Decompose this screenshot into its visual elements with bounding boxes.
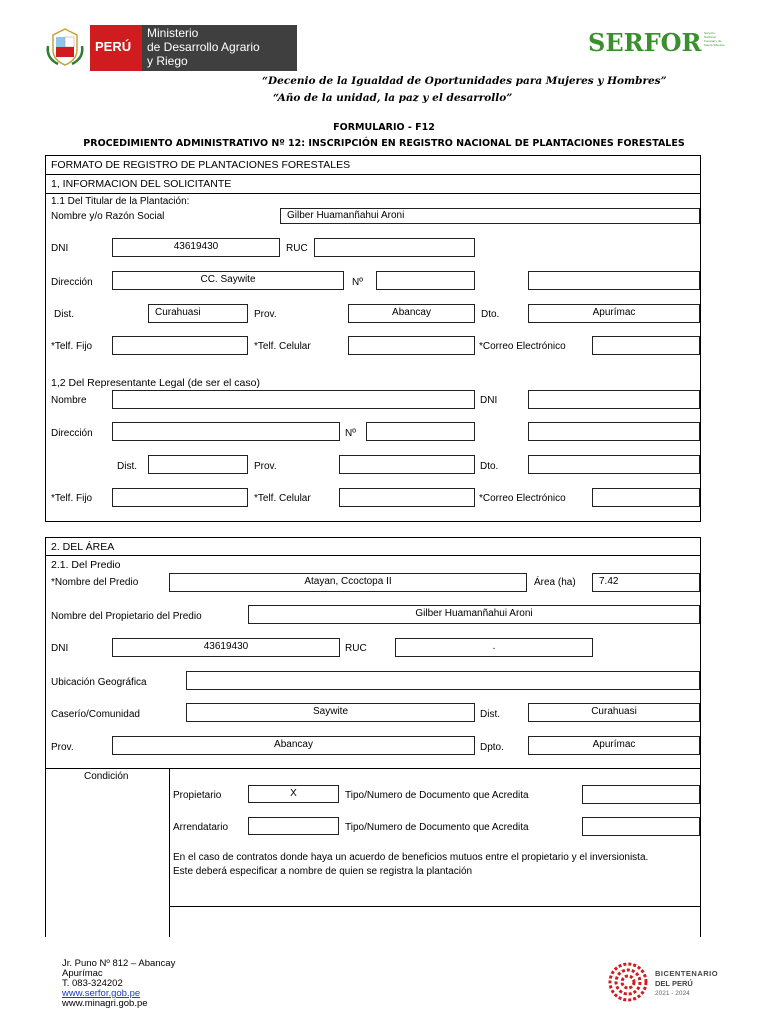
rep-email-label: *Correo Electrónico <box>479 493 566 504</box>
owner-ruc-field[interactable]: . <box>395 638 593 657</box>
rep-number-label: Nº <box>345 428 356 439</box>
community-label: Caserío/Comunidad <box>51 709 140 720</box>
department-label: Dto. <box>481 309 500 320</box>
phone-field[interactable] <box>112 336 248 355</box>
predio-subtitle: 2.1. Del Predio <box>51 559 121 571</box>
cell-field[interactable] <box>348 336 475 355</box>
ruc-field[interactable] <box>314 238 475 257</box>
area-field[interactable]: 7.42 <box>592 573 700 592</box>
area-district-field[interactable]: Curahuasi <box>528 703 700 722</box>
condition-label: Condición <box>84 771 129 782</box>
divider <box>45 555 701 556</box>
rep-address-label: Dirección <box>51 428 93 439</box>
location-field[interactable] <box>186 671 700 690</box>
area-district-label: Dist. <box>480 709 500 720</box>
province-field[interactable]: Abancay <box>348 304 475 323</box>
divider <box>169 768 170 937</box>
community-field[interactable]: Saywite <box>186 703 475 722</box>
rep-cell-field[interactable] <box>339 488 475 507</box>
location-label: Ubicación Geográfica <box>51 677 147 688</box>
phone-label: *Telf. Fijo <box>51 341 93 352</box>
email-field[interactable] <box>592 336 700 355</box>
divider <box>45 768 701 769</box>
rep-province-label: Prov. <box>254 461 277 472</box>
bicentenario-logo-icon <box>606 960 650 1004</box>
serfor-subtitle: Servicio Nacional Forestal y de Fauna Silvestre <box>704 31 725 47</box>
rep-address-field[interactable] <box>112 422 340 441</box>
name-field[interactable]: Gilber Huamanñahui Aroni <box>280 208 700 224</box>
rep-phone-field[interactable] <box>112 488 248 507</box>
rep-department-field[interactable] <box>528 455 700 474</box>
owner-ruc-label: RUC <box>345 643 367 654</box>
district-label: Dist. <box>54 309 74 320</box>
ruc-label: RUC <box>286 243 308 254</box>
district-field[interactable]: Curahuasi <box>148 304 248 323</box>
peru-coat-of-arms <box>44 26 86 68</box>
footer-region: Apurímac <box>62 968 103 979</box>
rep-extra-field[interactable] <box>528 422 700 441</box>
owner-field[interactable]: Gilber Huamanñahui Aroni <box>248 605 700 624</box>
area-department-field[interactable]: Apurímac <box>528 736 700 755</box>
bicentenario-line2: DEL PERÚ <box>655 979 693 988</box>
tenant-checkbox[interactable] <box>248 817 339 835</box>
titular-subtitle: 1.1 Del Titular de la Plantación: <box>51 196 190 207</box>
owner-label: Nombre del Propietario del Predio <box>51 611 202 622</box>
procedure-title: PROCEDIMIENTO ADMINISTRATIVO Nº 12: INSCRIPCIÓN EN REGISTRO NACIONAL DE PLANTACIONES FORESTALES <box>83 138 685 149</box>
serfor-logo <box>588 28 728 62</box>
province-label: Prov. <box>254 309 277 320</box>
ministry-line1: Ministerio <box>147 26 199 40</box>
address-label: Dirección <box>51 277 93 288</box>
rep-district-field[interactable] <box>148 455 248 474</box>
tenant-label: Arrendatario <box>173 822 229 833</box>
rep-dni-label: DNI <box>480 395 498 406</box>
area-label: Área (ha) <box>534 577 576 588</box>
tenant-doc-field[interactable] <box>582 817 700 836</box>
footer-phone: T. 083-324202 <box>62 978 123 989</box>
address-field[interactable]: CC. Saywite <box>112 271 344 290</box>
rep-name-field[interactable] <box>112 390 475 409</box>
rep-cell-label: *Telf. Celular <box>254 493 311 504</box>
divider <box>169 906 701 907</box>
rep-email-field[interactable] <box>592 488 700 507</box>
ministry-line2: de Desarrollo Agrario <box>147 40 260 54</box>
area-province-field[interactable]: Abancay <box>112 736 475 755</box>
serfor-wordmark: SERFOR <box>588 28 702 57</box>
owner-condition-label: Propietario <box>173 790 222 801</box>
bicentenario-line3: 2021 - 2024 <box>655 990 690 997</box>
rep-phone-label: *Telf. Fijo <box>51 493 93 504</box>
owner-condition-checkbox[interactable]: X <box>248 785 339 803</box>
owner-doc-field[interactable] <box>582 785 700 804</box>
divider <box>45 174 701 175</box>
predio-name-label: *Nombre del Predio <box>51 577 139 588</box>
minagri-website: www.minagri.gob.pe <box>62 998 148 1009</box>
contract-note-line1: En el caso de contratos donde haya un acuerdo de beneficios mutuos entre el propietario y el inversionista. <box>173 852 649 863</box>
ministry-line3: y Riego <box>147 54 188 68</box>
decade-slogan: “Decenio de la Igualdad de Oportunidades para Mujeres y Hombres” <box>262 75 667 87</box>
peru-label: PERÚ <box>95 39 132 54</box>
form-code: FORMULARIO - F12 <box>333 122 435 133</box>
owner-doc-label: Tipo/Numero de Documento que Acredita <box>345 790 529 801</box>
tenant-doc-label: Tipo/Numero de Documento que Acredita <box>345 822 529 833</box>
rep-district-label: Dist. <box>117 461 137 472</box>
footer-address: Jr. Puno Nº 812 – Abancay <box>62 958 176 969</box>
format-title: FORMATO DE REGISTRO DE PLANTACIONES FORESTALES <box>51 159 351 171</box>
email-label: *Correo Electrónico <box>479 341 566 352</box>
contract-note-line2: Este deberá especificar a nombre de quien se registra la plantación <box>173 866 473 877</box>
peru-label-block <box>90 25 142 71</box>
area-department-label: Dpto. <box>480 742 504 753</box>
rep-department-label: Dto. <box>480 461 499 472</box>
legal-rep-subtitle: 1,2 Del Representante Legal (de ser el caso) <box>51 377 260 389</box>
cell-label: *Telf. Celular <box>254 341 311 352</box>
department-field[interactable]: Apurímac <box>528 304 700 323</box>
dni-field[interactable]: 43619430 <box>112 238 280 257</box>
owner-dni-label: DNI <box>51 643 69 654</box>
owner-dni-field[interactable]: 43619430 <box>112 638 340 657</box>
rep-dni-field[interactable] <box>528 390 700 409</box>
rep-province-field[interactable] <box>339 455 475 474</box>
name-label: Nombre y/o Razón Social <box>51 211 165 222</box>
section1-title: 1, INFORMACION DEL SOLICITANTE <box>51 178 232 190</box>
predio-name-field[interactable]: Atayan, Ccoctopa II <box>169 573 527 592</box>
area-province-label: Prov. <box>51 742 74 753</box>
serfor-website-link[interactable]: www.serfor.gob.pe <box>62 988 141 999</box>
ministry-block <box>142 25 297 71</box>
bicentenario-line1: BICENTENARIO <box>655 969 719 978</box>
year-slogan: “Año de la unidad, la paz y el desarrollo” <box>273 92 513 104</box>
rep-name-label: Nombre <box>51 395 87 406</box>
section2-title: 2. DEL ÁREA <box>51 541 115 553</box>
number-label: Nº <box>352 277 363 288</box>
number-field[interactable] <box>376 271 475 290</box>
dni-label: DNI <box>51 243 69 254</box>
extra-field[interactable] <box>528 271 700 290</box>
rep-number-field[interactable] <box>366 422 475 441</box>
divider <box>45 193 701 194</box>
